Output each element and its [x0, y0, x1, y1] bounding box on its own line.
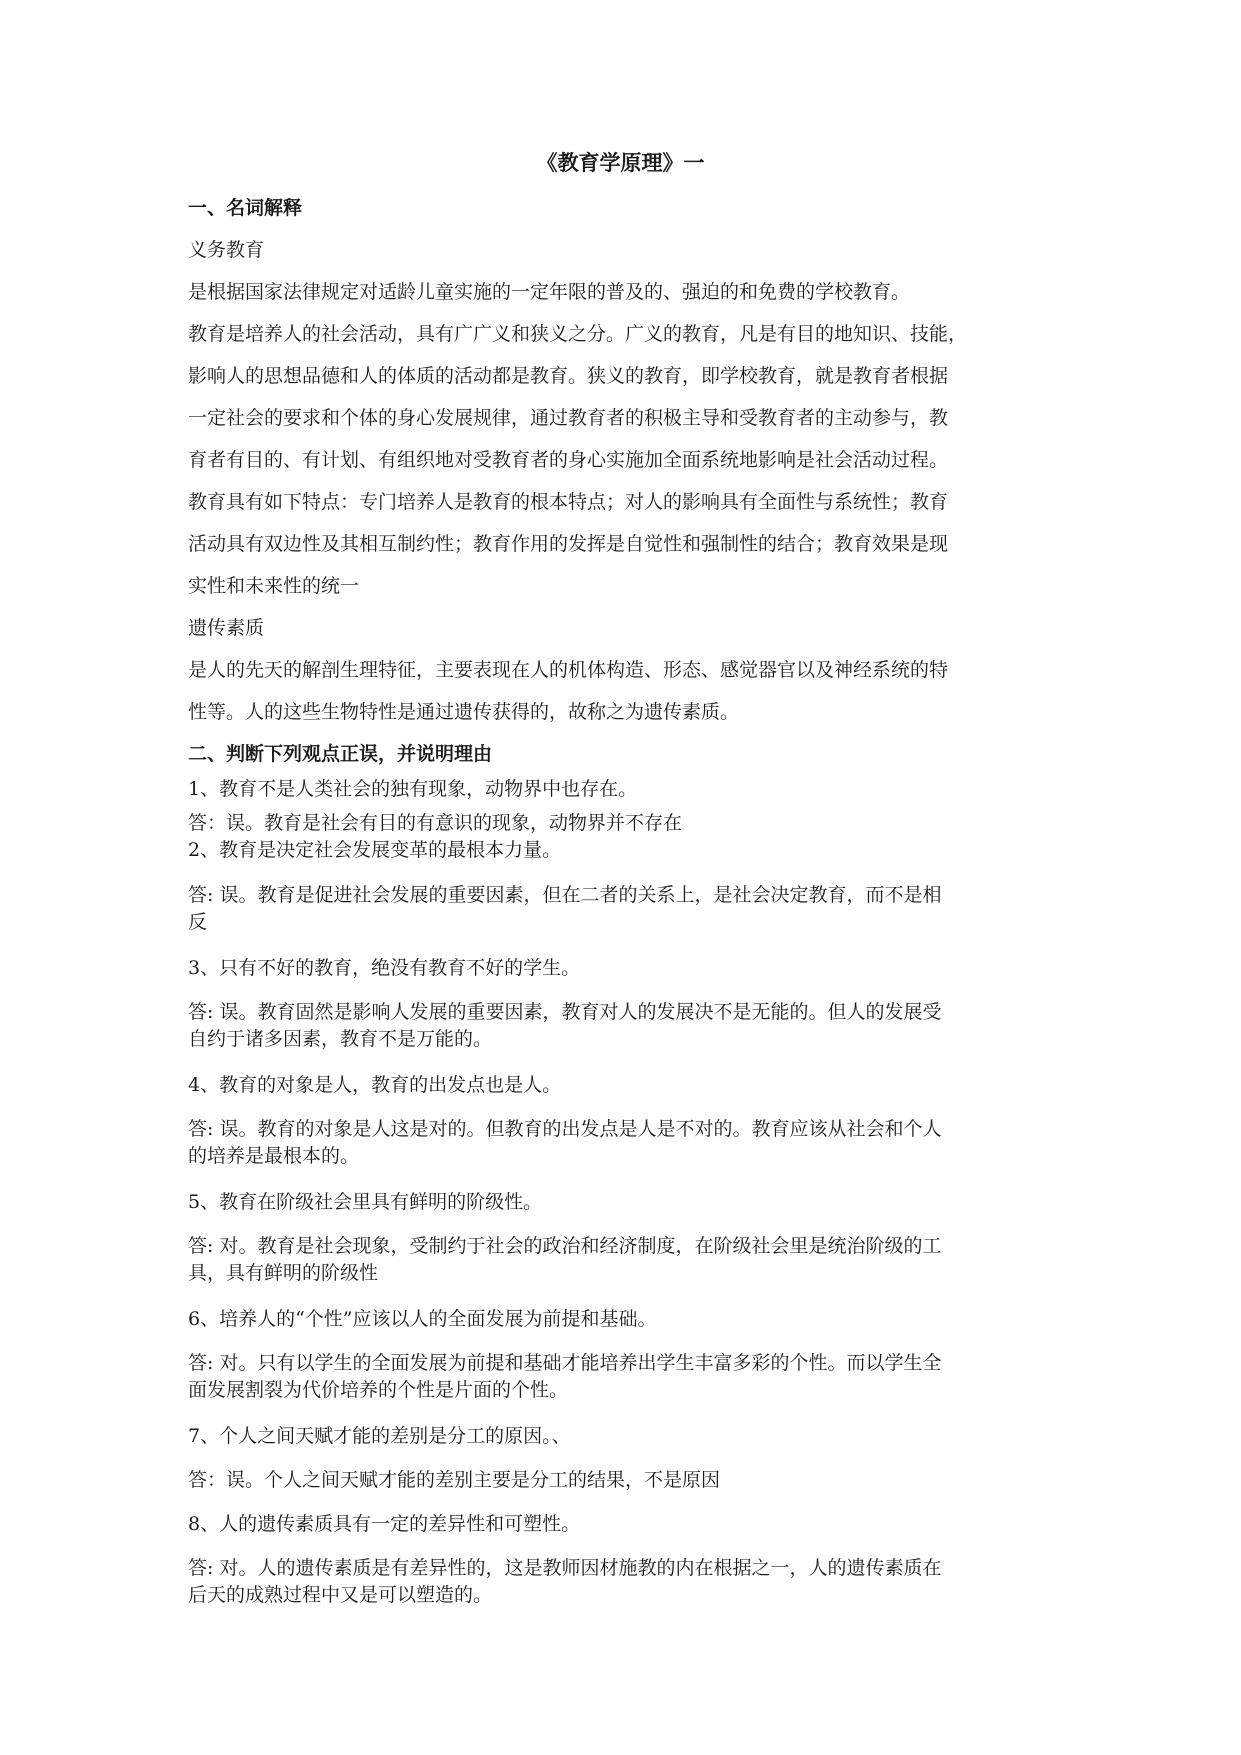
- answer-text: 自约于诸多因素，教育不是万能的。: [188, 1028, 493, 1050]
- answer-text: 答: 误。教育固然是影响人发展的重要因素，教育对人的发展决不是无能的。但人的发展受: [188, 1001, 942, 1023]
- answer-text: 具，具有鲜明的阶级性: [188, 1262, 379, 1284]
- term-definition-line: 实性和未来性的统一: [188, 575, 360, 597]
- answer-text: 答: 对。只有以学生的全面发展为前提和基础才能培养出学生丰富多彩的个性。而以学生全: [188, 1352, 942, 1374]
- term-definition-line: 教育是培养人的社会活动，具有广广义和狭义之分。广义的教育，凡是有目的地知识、技能，: [188, 323, 968, 345]
- term-definition-line: 活动具有双边性及其相互制约性；教育作用的发挥是自觉性和强制性的结合；教育效果是现: [188, 533, 949, 555]
- question-text: 3、只有不好的教育，绝没有教育不好的学生。: [188, 957, 581, 979]
- section2-heading: 二、判断下列观点正误，并说明理由: [188, 743, 493, 765]
- term-definition-line: 性等。人的这些生物特性是通过遗传获得的，故称之为遗传素质。: [188, 701, 740, 723]
- answer-text: 面发展割裂为代价培养的个性是片面的个性。: [188, 1379, 569, 1401]
- question-text: 6、培养人的“个性”应该以人的全面发展为前提和基础。: [188, 1308, 657, 1330]
- document-title: 《教育学原理》一: [536, 150, 705, 175]
- answer-text: 答: 误。教育的对象是人这是对的。但教育的出发点是人是不对的。教育应该从社会和个人: [188, 1118, 942, 1140]
- question-text: 1、教育不是人类社会的独有现象，动物界中也存在。: [188, 778, 638, 800]
- question-text: 7、个人之间天赋才能的差别是分工的原因。、: [188, 1425, 571, 1447]
- question-text: 2、教育是决定社会发展变革的最根本力量。: [188, 839, 562, 861]
- answer-text: 后天的成熟过程中又是可以塑造的。: [188, 1584, 493, 1606]
- question-text: 5、教育在阶级社会里具有鲜明的阶级性。: [188, 1191, 543, 1213]
- term-definition-line: 影响人的思想品德和人的体质的活动都是教育。狭义的教育，即学校教育，就是教育者根据: [188, 365, 949, 387]
- term-definition-line: 一定社会的要求和个体的身心发展规律，通过教育者的积极主导和受教育者的主动参与，教: [188, 407, 949, 429]
- answer-text: 答：误。个人之间天赋才能的差别主要是分工的结果，不是原因: [188, 1469, 721, 1491]
- term-name: 遗传素质: [188, 617, 265, 639]
- answer-text: 答：误。教育是社会有目的有意识的现象，动物界并不存在: [188, 812, 683, 834]
- term-definition-line: 育者有目的、有计划、有组织地对受教育者的身心实施加全面系统地影响是社会活动过程。: [188, 449, 949, 471]
- section1-heading: 一、名词解释: [188, 197, 303, 219]
- term-definition-line: 教育具有如下特点：专门培养人是教育的根本特点；对人的影响具有全面性与系统性；教育: [188, 491, 949, 513]
- question-text: 4、教育的对象是人，教育的出发点也是人。: [188, 1074, 562, 1096]
- term-definition-line: 是根据国家法律规定对适龄儿童实施的一定年限的普及的、强迫的和免费的学校教育。: [188, 281, 911, 303]
- answer-text: 的培养是最根本的。: [188, 1145, 360, 1167]
- term-name: 义务教育: [188, 239, 265, 261]
- answer-text: 答: 误。教育是促进社会发展的重要因素，但在二者的关系上，是社会决定教育，而不是相: [188, 884, 942, 906]
- term-definition-line: 是人的先天的解剖生理特征，主要表现在人的机体构造、形态、感觉器官以及神经系统的特: [188, 659, 949, 681]
- answer-text: 反: [188, 911, 208, 933]
- answer-text: 答: 对。教育是社会现象，受制约于社会的政治和经济制度，在阶级社会里是统治阶级的工: [188, 1235, 942, 1257]
- answer-text: 答: 对。人的遗传素质是有差异性的，这是教师因材施教的内在根据之一，人的遗传素质在: [188, 1557, 942, 1579]
- question-text: 8、人的遗传素质具有一定的差异性和可塑性。: [188, 1513, 581, 1535]
